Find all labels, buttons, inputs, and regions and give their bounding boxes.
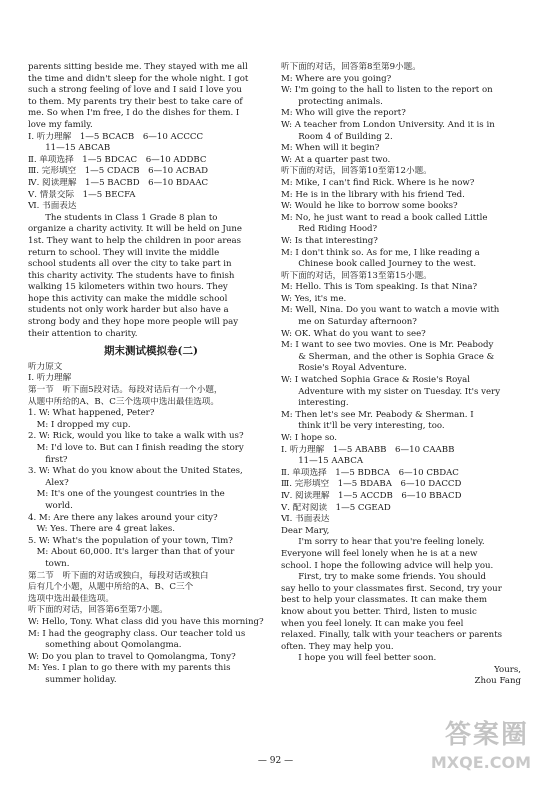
text-line: W: Is that interesting? xyxy=(281,235,378,246)
text-line: often. They may help you. xyxy=(281,641,394,652)
text-line: W: I watched Sophia Grace & Rosie's Royal xyxy=(281,375,471,386)
text-line: M: No, he just want to read a book called Little xyxy=(281,212,488,223)
text-line: M: I'd love to. But can I finish reading the story xyxy=(28,443,244,453)
text-line: W: Yes, it's me. xyxy=(281,293,347,304)
text-line: W: Hello, Tony. What class did you have this morning? xyxy=(28,616,264,627)
text-line: 听下面的对话，回答第6至第7小题。 xyxy=(28,605,168,616)
text-line: interesting. xyxy=(281,398,349,409)
text-line: & Sherman, and the other is Sophia Grace & xyxy=(281,351,495,362)
text-line: M: When will it begin? xyxy=(281,143,380,154)
text-line: W: Would he like to borrow some books? xyxy=(281,201,458,212)
text-line: 1. W: What happened, Peter? xyxy=(28,408,155,419)
text-line: such a strong feeling of love and I said I love you xyxy=(28,85,242,96)
text-line: M: Then let's see Mr. Peabody & Sherman. I xyxy=(281,409,474,420)
text-line: walking 15 kilometers within two hours. They xyxy=(28,282,228,293)
text-line: 3. W: What do you know about the United States, xyxy=(28,466,243,477)
text-line: world. xyxy=(28,500,73,511)
text-line: school. I hope the following advice will help you. xyxy=(281,560,494,571)
text-line: W: I hope so. xyxy=(281,433,338,443)
text-line: Ⅴ. 配对阅读 1—5 CGEAD xyxy=(281,502,391,513)
watermark-url: MXQE.COM xyxy=(430,753,531,772)
text-line: Dear Mary, xyxy=(281,525,330,536)
text-line: W: Do you plan to travel to Qomolangma, Tony? xyxy=(28,651,236,662)
text-line: best to help your classmates. It can make them xyxy=(281,595,488,606)
text-line: M: I dropped my cup. xyxy=(28,419,131,430)
text-line: this charity activity. The students have to finish xyxy=(28,270,235,281)
exam-heading: 期末测试模拟卷(二) xyxy=(104,345,198,358)
text-line: 听下面的对话，回答第8至第9小题。 xyxy=(281,62,421,72)
text-line: strong body and they hope more people will pay xyxy=(28,317,239,328)
text-line: M: Hello. This is Tom speaking. Is that Nina? xyxy=(281,282,478,293)
listening-script-block xyxy=(28,362,274,687)
text-line: Ⅲ. 完形填空 1—5 BDABA 6—10 DACCD xyxy=(281,479,462,490)
text-line: 第一节 听下面5段对话。每段对话后有一个小题， xyxy=(28,385,223,396)
text-line: 5. W: What's the population of your town, Tim? xyxy=(28,535,233,546)
text-line: town. xyxy=(28,558,70,569)
text-line: Ⅵ. 书面表达 xyxy=(28,201,77,212)
text-line: Chinese book called Journey to the west. xyxy=(281,259,477,270)
text-line: protecting animals. xyxy=(281,96,383,107)
text-line: Rosie's Royal Adventure. xyxy=(281,363,407,374)
text-line: 后有几个小题，从题中所给的A、B、C三个 xyxy=(28,582,194,593)
left-text-block xyxy=(28,62,274,340)
text-line: Ⅲ. 完形填空 1—5 CDACB 6—10 ACBAD xyxy=(28,166,209,177)
text-line: Ⅱ. 单项选择 1—5 BDBCA 6—10 CBDAC xyxy=(281,467,459,478)
text-line: organize a charity activity. It will be held on June xyxy=(28,224,243,235)
text-line: Ⅰ. 听力理解 1—5 ABABB 6—10 CAABB xyxy=(281,444,455,455)
text-line: 听力原文 xyxy=(28,361,63,372)
text-line: 选项中选出最佳选项。 xyxy=(28,593,114,604)
text-line: Ⅴ. 情景交际 1—5 BECFA xyxy=(28,189,136,200)
text-line: M: I had the geography class. Our teacher told us xyxy=(28,628,246,639)
text-line: Ⅰ. 听力理解 1—5 BCACB 6—10 ACCCC xyxy=(28,131,204,142)
text-line: M: About 60,000. It's larger than that of your xyxy=(28,547,235,558)
text-line: M: I want to see two movies. One is Mr. Peabody xyxy=(281,340,494,351)
text-line: The students in Class 1 Grade 8 plan to xyxy=(28,212,218,223)
text-line: 11—15 AABCA xyxy=(281,456,364,467)
left-column xyxy=(28,62,274,686)
letter-signature: Zhou Fang xyxy=(474,676,521,687)
text-line: W: Yes. There are 4 great lakes. xyxy=(28,524,176,535)
text-line: think it'll be very interesting, too. xyxy=(281,421,445,432)
text-line: return to school. They will invite the middle xyxy=(28,247,220,258)
text-line: 4. M: Are there any lakes around your city? xyxy=(28,512,218,523)
text-line: Ⅱ. 单项选择 1—5 BDCAC 6—10 ADDBC xyxy=(28,154,207,165)
text-line: love my family. xyxy=(28,119,93,130)
text-line: M: Who will give the report? xyxy=(281,108,406,119)
text-line: M: Mike, I can't find Rick. Where is he now? xyxy=(281,177,475,188)
text-line: relaxed. Finally, talk with your teachers or parents xyxy=(281,630,503,641)
text-line: Ⅳ. 阅读理解 1—5 ACCDB 6—10 BBACD xyxy=(281,490,462,501)
text-line: something about Qomolangma. xyxy=(28,640,182,651)
text-line: M: I don't think so. As for me, I like reading a xyxy=(281,247,480,258)
text-line: 11—15 ABCAB xyxy=(28,143,111,154)
text-line: W: A teacher from London University. And it is in xyxy=(281,119,495,130)
watermark-logo xyxy=(395,714,535,772)
text-line: know about you better. Third, listen to music xyxy=(281,606,477,617)
text-line: me. So when I'm free, I do the dishes for them. I xyxy=(28,108,240,119)
text-line: when you feel lonely. It can make you feel xyxy=(281,618,464,629)
text-line: Alex? xyxy=(28,477,69,488)
text-line: 从题中所给的A、B、C三个选项中选出最佳选项。 xyxy=(28,396,219,407)
text-line: M: Where are you going? xyxy=(281,73,392,84)
text-line: 听下面的对话，回答第10至第12小题。 xyxy=(281,166,432,177)
text-line: Ⅳ. 阅读理解 1—5 BACBD 6—10 BDAAC xyxy=(28,177,209,188)
right-column xyxy=(281,62,529,688)
text-line: W: At a quarter past two. xyxy=(281,154,391,165)
right-text-block xyxy=(281,62,529,665)
text-line: the time and didn't sleep for the whole night. I got xyxy=(28,73,249,84)
text-line: first? xyxy=(28,454,68,465)
text-line: say hello to your classmates first. Second, try your xyxy=(281,583,502,594)
text-line: 听下面的对话，回答第13至第15小题。 xyxy=(281,270,432,281)
text-line: their attention to charity. xyxy=(28,328,138,339)
text-line: school students all over the city to take part in xyxy=(28,259,232,270)
text-line: Ⅵ. 书面表达 xyxy=(281,514,330,525)
text-line: M: Well, Nina. Do you want to watch a movie with xyxy=(281,305,500,316)
watermark-text: 答案圈 xyxy=(444,720,529,750)
letter-closing: Yours, xyxy=(494,664,521,675)
text-line: M: Yes. I plan to go there with my parents this xyxy=(28,663,231,674)
text-line: summer holiday. xyxy=(28,674,117,685)
text-line: Red Riding Hood? xyxy=(281,224,378,235)
text-line: W: OK. What do you want to see? xyxy=(281,328,426,339)
text-line: 1st. They want to help the children in poor areas xyxy=(28,235,242,246)
text-line: W: I'm going to the hall to listen to the report on xyxy=(281,85,493,96)
text-line: hope this activity can make the middle school xyxy=(28,293,228,304)
text-line: M: He is in the library with his friend Ted. xyxy=(281,189,465,200)
text-line: 第二节 听下面的对话或独白，每段对话或独白 xyxy=(28,570,209,581)
text-line: Ⅰ. 听力理解 xyxy=(28,373,72,384)
text-line: Everyone will feel lonely when he is at a new xyxy=(281,548,478,559)
text-line: Room 4 of Building 2. xyxy=(281,131,393,142)
text-line: 2. W: Rick, would you like to take a walk with us? xyxy=(28,431,244,442)
text-line: First, try to make some friends. You should xyxy=(281,572,486,583)
text-line: I'm sorry to hear that you're feeling lonely. xyxy=(281,537,485,548)
text-line: to them. My parents try their best to take care of xyxy=(28,96,243,107)
text-line: me on Saturday afternoon? xyxy=(281,317,417,328)
text-line: M: It's one of the youngest countries in the xyxy=(28,489,225,500)
text-line: I hope you will feel better soon. xyxy=(281,653,437,664)
text-line: Adventure with my sister on Tuesday. It's very xyxy=(281,386,501,397)
page-number: — 92 — xyxy=(257,756,294,766)
text-line: students not only work harder but also have a xyxy=(28,305,229,316)
text-line: parents sitting beside me. They stayed with me all xyxy=(28,62,248,72)
